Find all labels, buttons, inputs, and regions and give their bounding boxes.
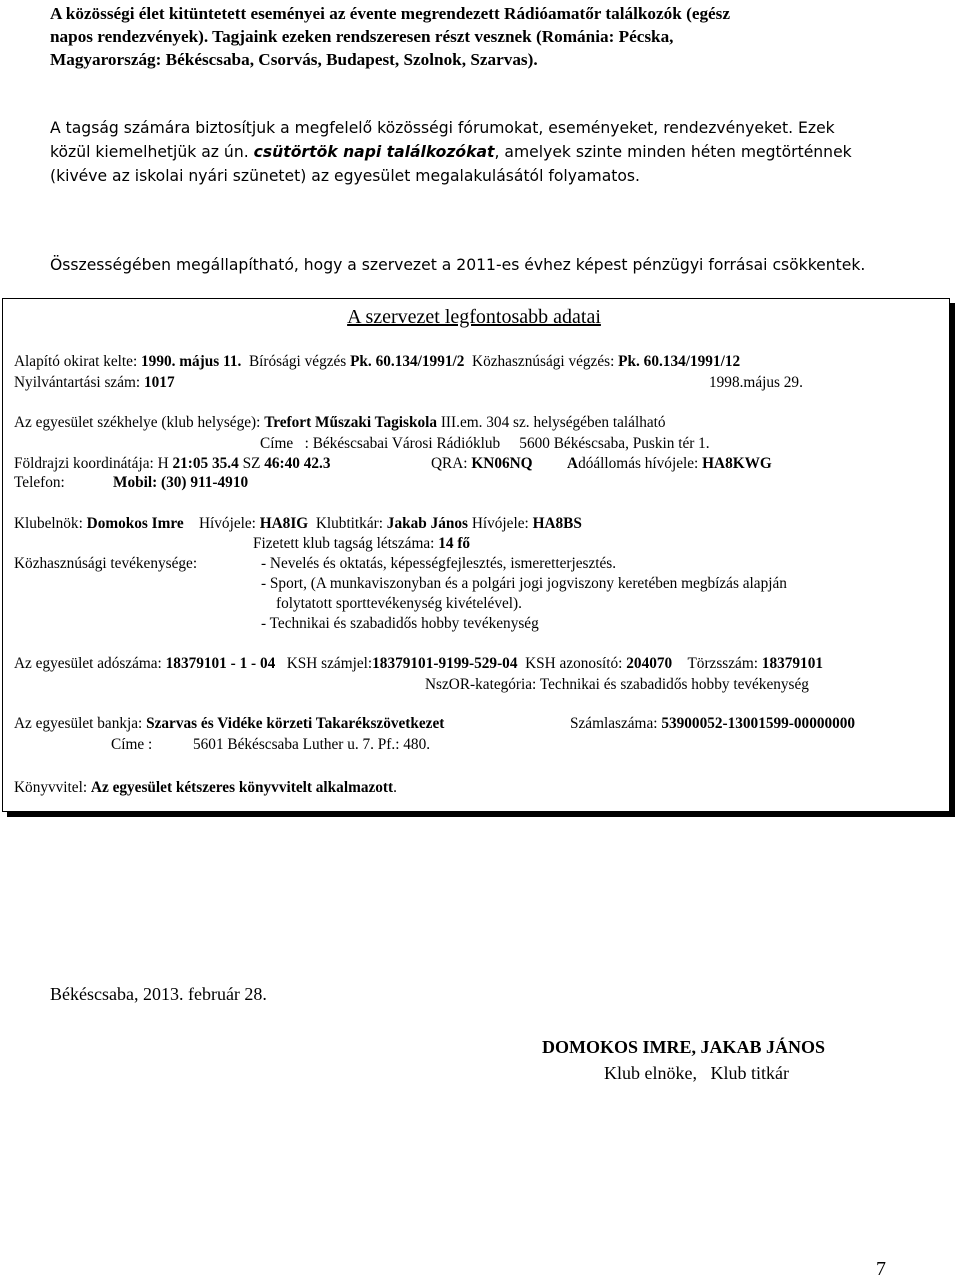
koord-value2: 46:40 42.3 bbox=[264, 455, 331, 472]
intro-p1-line3: Magyarország: Békéscsaba, Csorvás, Budapest, Szolnok, Szarvas). bbox=[50, 50, 538, 69]
adoszam-value: 18379101 - 1 - 04 bbox=[165, 655, 276, 672]
kozh-tev-label: Közhasznúsági tevékenysége: bbox=[14, 555, 198, 572]
nyilv-date: 1998.május 29. bbox=[709, 374, 803, 391]
letszam-value: 14 fő bbox=[438, 535, 471, 552]
birosagi-value: Pk. 60.134/1991/2 bbox=[350, 353, 465, 370]
szamla-label: Számlaszáma: bbox=[570, 715, 662, 732]
place-date: Békéscsaba, 2013. február 28. bbox=[50, 984, 267, 1004]
row-adoszam bbox=[14, 654, 823, 673]
row-szekhely bbox=[14, 413, 666, 432]
bank-cime-value: 5601 Békéscsaba Luther u. 7. Pf.: 480. bbox=[193, 736, 431, 753]
kozhasznu-label: Közhasznúsági végzés: bbox=[472, 353, 619, 370]
ado-label-b: dóállomás hívójele: bbox=[578, 455, 703, 472]
elnok-hivo-label: Hívójele: bbox=[198, 515, 260, 532]
torzs-label: Törzsszám: bbox=[687, 655, 762, 672]
birosagi-label: Bírósági végzés bbox=[248, 353, 351, 370]
row-koordinata bbox=[14, 454, 331, 473]
qra-label: QRA: bbox=[431, 455, 472, 472]
ksh-azon-value: 204070 bbox=[626, 655, 673, 672]
nyilv-value: 1017 bbox=[144, 374, 175, 391]
org-data-title: A szervezet legfontosabb adatai bbox=[347, 306, 601, 328]
konyv-label: Könyvvitel: bbox=[14, 779, 91, 796]
koord-mid: SZ bbox=[238, 455, 265, 472]
ksh-azon-label: KSH azonosító: bbox=[525, 655, 627, 672]
ado-value: HA8KWG bbox=[702, 455, 772, 472]
bank-value: Szarvas és Vidéke körzeti Takarékszövetkezet bbox=[146, 715, 445, 732]
intro-p2-line2-c: , amelyek szinte minden héten megtörténnek bbox=[494, 143, 852, 161]
intro-p3: Összességében megállapítható, hogy a szervezet a 2011-es évhez képest pénzügyi forrásai csökkentek. bbox=[50, 256, 866, 274]
koord-label: Földrajzi koordinátája: H bbox=[14, 455, 173, 472]
page-number: 7 bbox=[876, 1258, 886, 1280]
intro-p2-emphasis: csütörtök napi találkozókat bbox=[253, 143, 495, 161]
tev-item-2: - Sport, (A munkaviszonyban és a polgári jogi jogviszony keretében megbízás alapján bbox=[261, 575, 787, 592]
elnok-hivo-value: HA8IG bbox=[259, 515, 309, 532]
kozhasznu-value: Pk. 60.134/1991/12 bbox=[618, 353, 741, 370]
ksh-szamjel-label: KSH számjel: bbox=[286, 655, 373, 672]
szekhely-rest: III.em. 304 sz. helységében található bbox=[437, 414, 666, 431]
szamla-value: 53900052-13001599-00000000 bbox=[661, 715, 856, 732]
elnok-label: Klubelnök: bbox=[14, 515, 87, 532]
bank-cime-label: Címe : bbox=[111, 736, 153, 753]
tel-label: Telefon: bbox=[14, 474, 65, 491]
row-nszor: NszOR-kategória: Technikai és szabadidős hobby tevékenység bbox=[425, 676, 809, 693]
nyilv-label: Nyilvántartási szám: bbox=[14, 374, 144, 391]
row-alapito bbox=[14, 352, 740, 371]
torzs-value: 18379101 bbox=[761, 655, 823, 672]
row-cime: Címe : Békéscsabai Városi Rádióklub 5600 Békéscsaba, Puskin tér 1. bbox=[260, 435, 710, 452]
titkar-value: Jakab János bbox=[386, 515, 468, 532]
intro-p2-line1: A tagság számára biztosítjuk a megfelelő közösségi fórumokat, eseményeket, rendezvényeket. Ezek bbox=[50, 119, 835, 137]
intro-p2-line2 bbox=[50, 141, 852, 164]
letszam-label: Fizetett klub tagság létszáma: bbox=[253, 535, 439, 552]
intro-p2-line3: (kivéve az iskolai nyári szünetet) az egyesület megalakulásától folyamatos. bbox=[50, 167, 641, 185]
row-adoallomas bbox=[567, 454, 772, 473]
row-konyvvitel bbox=[14, 778, 397, 797]
szekhely-label: Az egyesület székhelye (klub helysége): bbox=[14, 414, 265, 431]
row-nyilvantartasi bbox=[14, 373, 175, 392]
row-letszam bbox=[253, 534, 470, 553]
row-elnok bbox=[14, 514, 582, 533]
konyv-value: Az egyesület kétszeres könyvvitelt alkalmazott bbox=[90, 779, 394, 796]
adoszam-label: Az egyesület adószáma: bbox=[14, 655, 166, 672]
titkar-hivo-value: HA8BS bbox=[532, 515, 582, 532]
tev-item-3: - Technikai és szabadidős hobby tevékenység bbox=[261, 615, 539, 632]
intro-p1-line1: A közösségi élet kitüntetett eseményei az évente megrendezett Rádióamatőr találkozók (egész bbox=[50, 4, 730, 23]
elnok-value: Domokos Imre bbox=[86, 515, 184, 532]
bank-label: Az egyesület bankja: bbox=[14, 715, 147, 732]
row-szamla bbox=[570, 714, 855, 733]
row-qra bbox=[431, 454, 533, 473]
tev-item-1: - Nevelés és oktatás, képességfejlesztés, ismeretterjesztés. bbox=[261, 555, 617, 572]
tel-value: Mobil: (30) 911-4910 bbox=[113, 474, 249, 491]
intro-p1-line2: napos rendezvények). Tagjaink ezeken rendszeresen részt vesznek (Románia: Pécska, bbox=[50, 27, 674, 46]
row-bank bbox=[14, 714, 444, 733]
titkar-label: Klubtitkár: bbox=[315, 515, 387, 532]
tev-item-2-cont: folytatott sporttevékenység kivételével). bbox=[276, 595, 522, 612]
alapito-value: 1990. május 11. bbox=[141, 353, 242, 370]
signers: DOMOKOS IMRE, JAKAB JÁNOS bbox=[542, 1037, 826, 1057]
alapito-label: Alapító okirat kelte: bbox=[14, 353, 142, 370]
intro-p2-line2-a: közül kiemelhetjük az ún. bbox=[50, 143, 254, 161]
konyv-end: . bbox=[393, 779, 397, 796]
szekhely-value: Trefort Műszaki Tagiskola bbox=[264, 414, 438, 431]
ado-label-a: A bbox=[567, 455, 579, 472]
signer-roles: Klub elnöke, Klub titkár bbox=[604, 1063, 789, 1083]
qra-value: KN06NQ bbox=[471, 455, 533, 472]
ksh-szamjel-value: 18379101-9199-529-04 bbox=[372, 655, 518, 672]
koord-value1: 21:05 35.4 bbox=[172, 455, 239, 472]
titkar-hivo-label: Hívójele: bbox=[468, 515, 533, 532]
